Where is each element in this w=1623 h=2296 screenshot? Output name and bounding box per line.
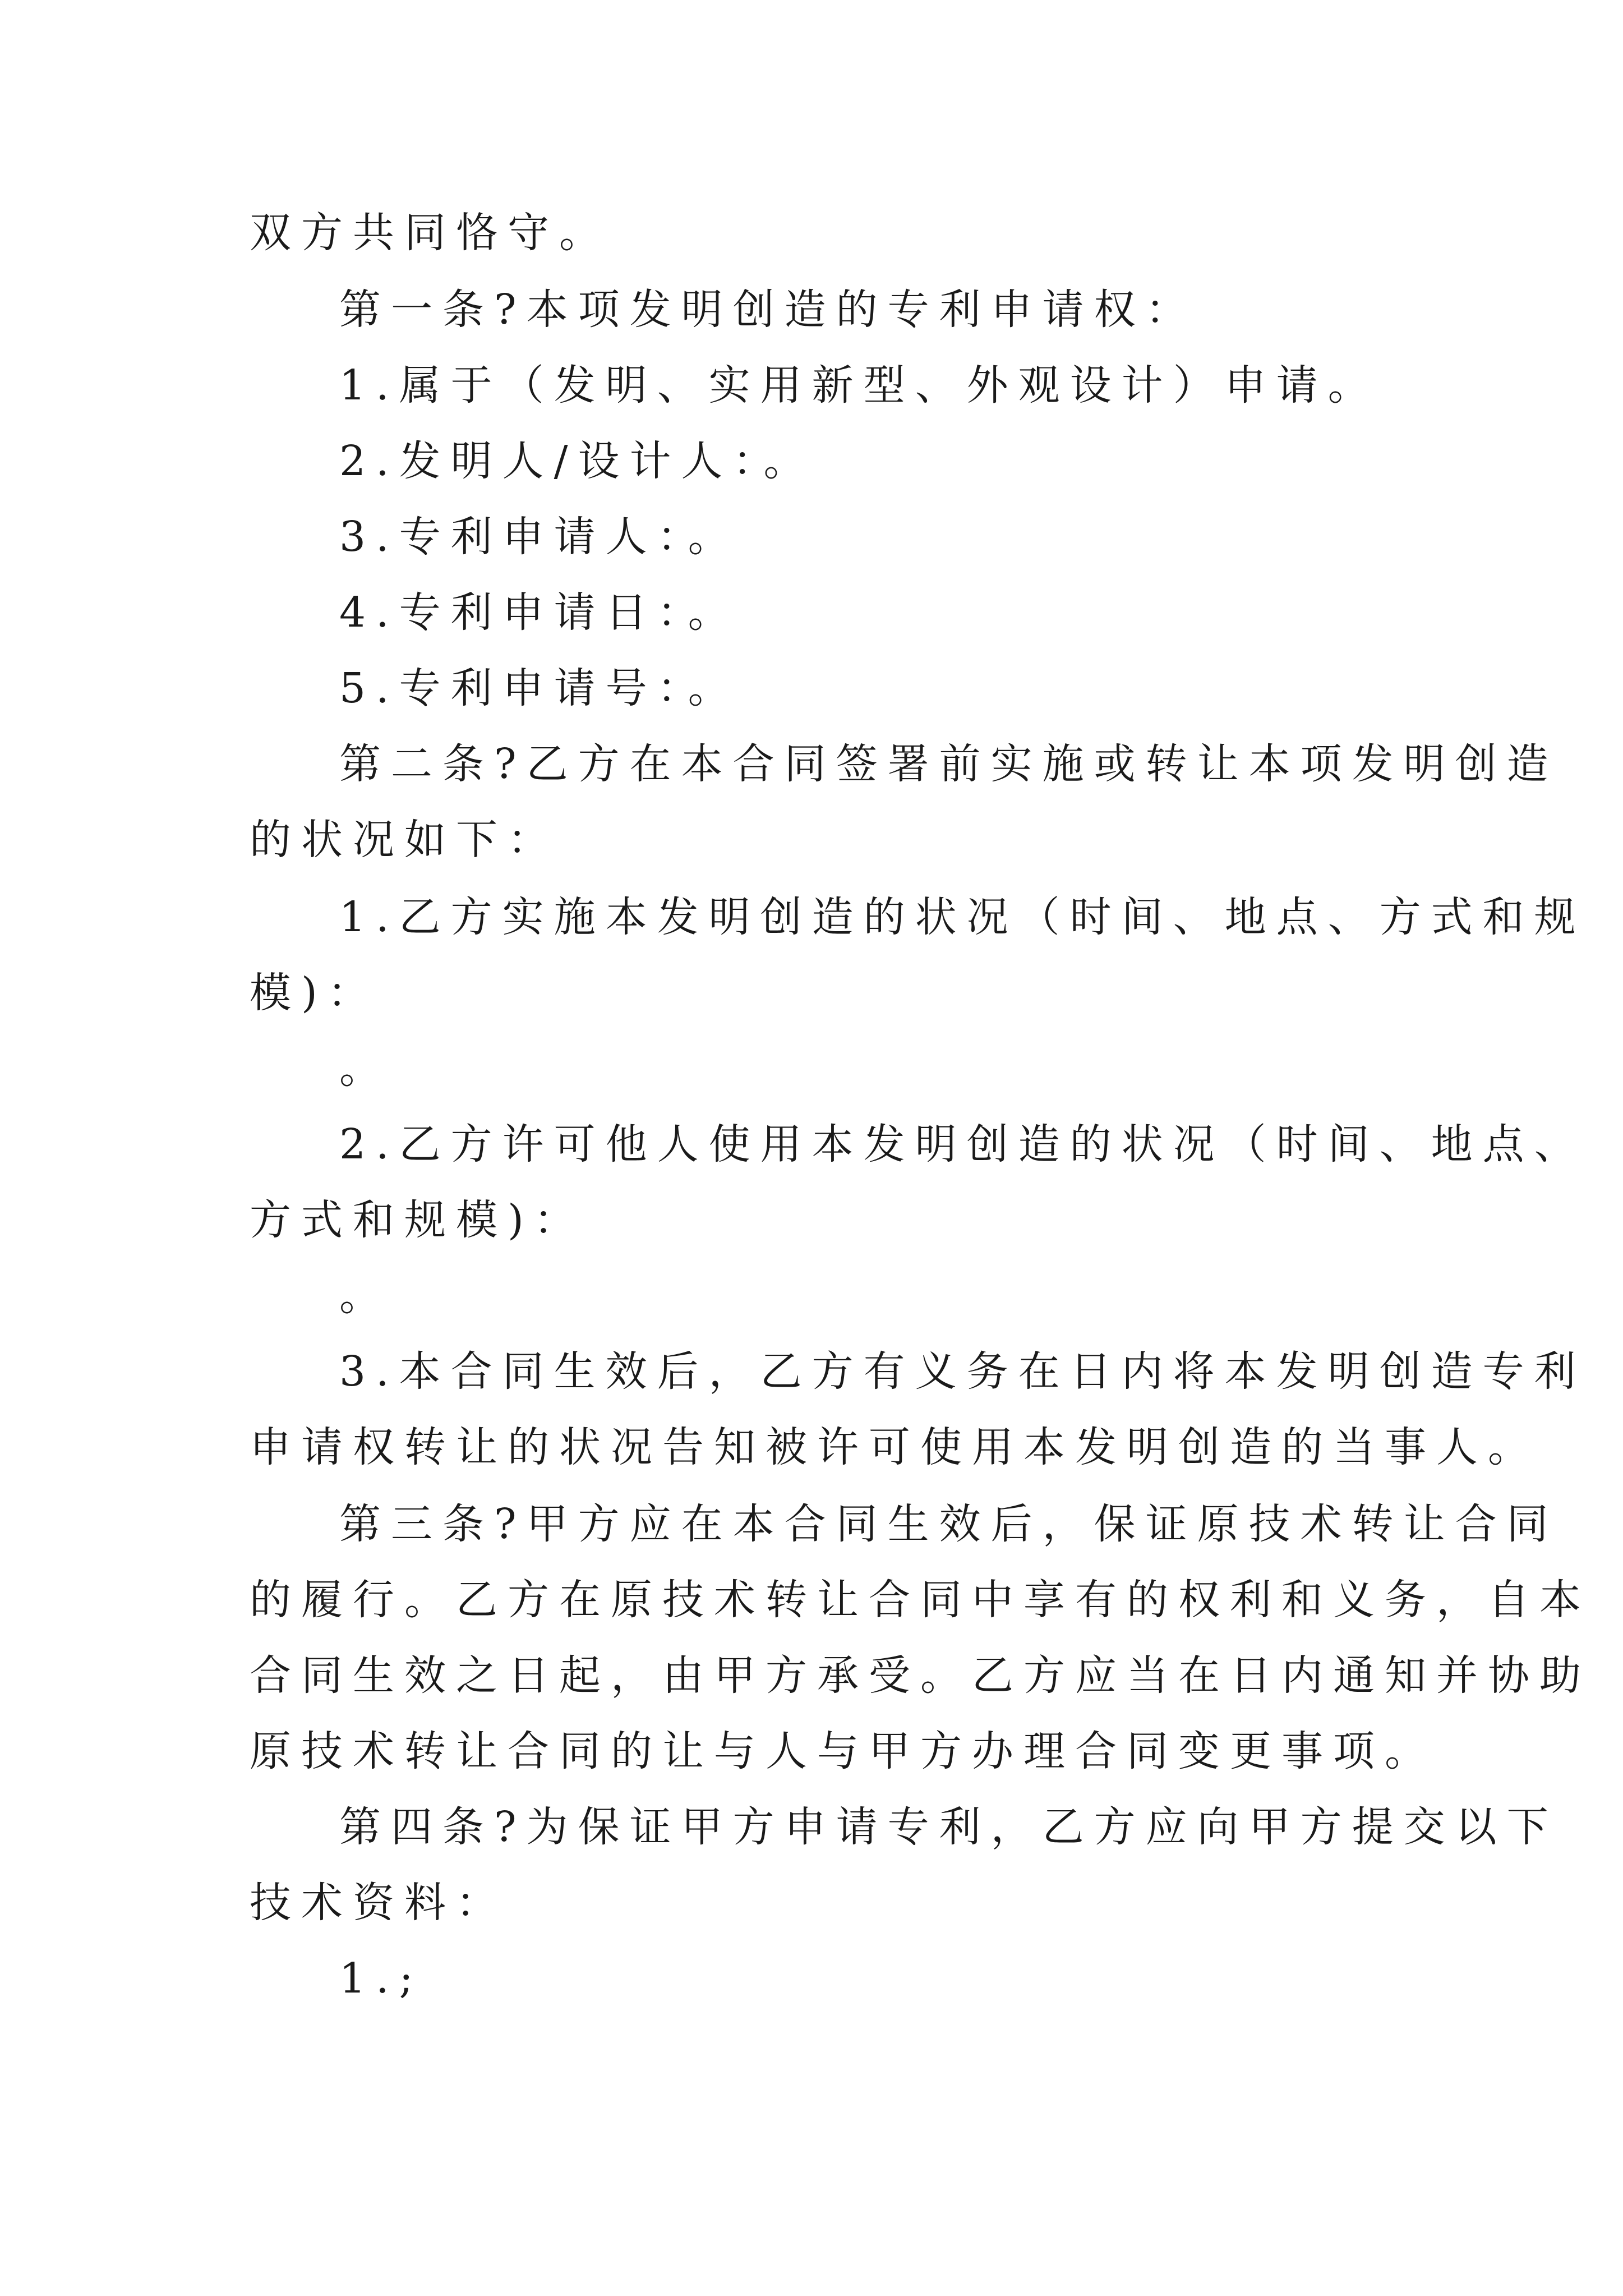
text-line: 2.乙方许可他人使用本发明创造的状况（时间、地点、: [339, 1120, 1586, 1168]
text-line: 原技术转让合同的让与人与甲方办理合同变更事项。: [250, 1727, 1436, 1775]
text-line: 3.本合同生效后，乙方有义务在日内将本发明创造专利: [339, 1347, 1586, 1396]
text-line: 方式和规模)：: [250, 1196, 585, 1244]
text-line: 1.乙方实施本发明创造的状况（时间、地点、方式和规: [339, 893, 1586, 941]
text-line: 。: [339, 1045, 391, 1093]
text-line: 4.专利申请日：。: [339, 588, 740, 637]
text-line: 的状况如下：: [250, 816, 559, 864]
text-line: 1.属于（发明、实用新型、外观设计）申请。: [339, 361, 1380, 409]
text-line: 双方共同恪守。: [250, 209, 611, 257]
text-line: 2.发明人/设计人：。: [339, 437, 815, 485]
text-line: 合同生效之日起，由甲方承受。乙方应当在日内通知并协助: [250, 1651, 1591, 1700]
text-line: 技术资料：: [250, 1879, 508, 1927]
text-line: 3.专利申请人：。: [339, 513, 740, 561]
text-line: 1.;: [339, 1954, 423, 2003]
text-line: 申请权转让的状况告知被许可使用本发明创造的当事人。: [250, 1423, 1539, 1471]
article-3-heading: 第三条?甲方应在本合同生效后，保证原技术转让合同: [339, 1500, 1559, 1548]
article-1-heading: 第一条?本项发明创造的专利申请权：: [339, 286, 1197, 334]
article-2-heading: 第二条?乙方在本合同签署前实施或转让本项发明创造: [339, 740, 1559, 788]
article-4-heading: 第四条?为保证甲方申请专利，乙方应向甲方提交以下: [339, 1803, 1559, 1851]
text-line: 5.专利申请号：。: [339, 664, 740, 712]
text-line: 模)：: [250, 969, 379, 1017]
text-line: 的履行。乙方在原技术转让合同中享有的权利和义务，自本: [250, 1576, 1591, 1624]
text-line: 。: [339, 1272, 391, 1320]
